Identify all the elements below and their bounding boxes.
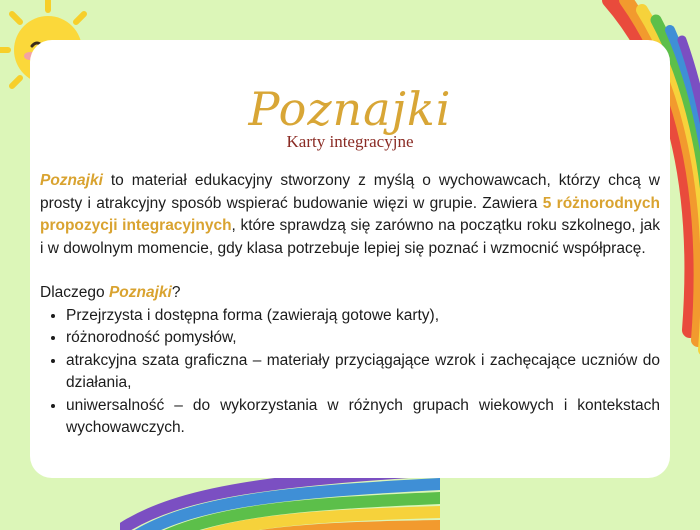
list-item: • Przejrzysta i dostępna forma (zawierają gotowe karty), — [66, 305, 660, 328]
list-item: • różnorodność pomysłów, — [66, 327, 660, 350]
why-brand: Poznajki — [108, 284, 172, 301]
content-body — [40, 170, 660, 440]
intro-text-1: to materiał edukacyjny stworzony z myślą o wychowawcach, którzy chcą w prosty i atrakcyjny sposób wspierać budowanie więzi w grupie. Zawiera — [40, 172, 660, 212]
intro-highlight: 5 różnorodnych propozycji integracyjnych — [40, 194, 660, 234]
content-card — [30, 40, 670, 478]
intro-brand: Poznajki — [40, 172, 103, 189]
page-subtitle: Karty integracyjne — [286, 132, 414, 151]
benefits-list — [40, 305, 660, 440]
why-suffix: ? — [171, 284, 181, 301]
list-item: • atrakcyjna szata graficzna – materiały przyciągające wzrok i zachęcające uczniów do działania, — [66, 350, 660, 395]
page-title: Poznajki — [248, 82, 452, 136]
intro-paragraph — [40, 170, 660, 260]
list-item: • uniwersalność – do wykorzystania w różnych grupach wiekowych i kontekstach wychowawczych. — [66, 395, 660, 440]
why-prefix: Dlaczego — [40, 284, 109, 301]
intro-text-2: , które sprawdzą się zarówno na początku roku szkolnego, jak i w dowolnym momencie, gdy klasa potrzebuje lepiej się poznać i wzmocnić współpracę. — [40, 217, 661, 257]
why-heading — [40, 282, 660, 305]
